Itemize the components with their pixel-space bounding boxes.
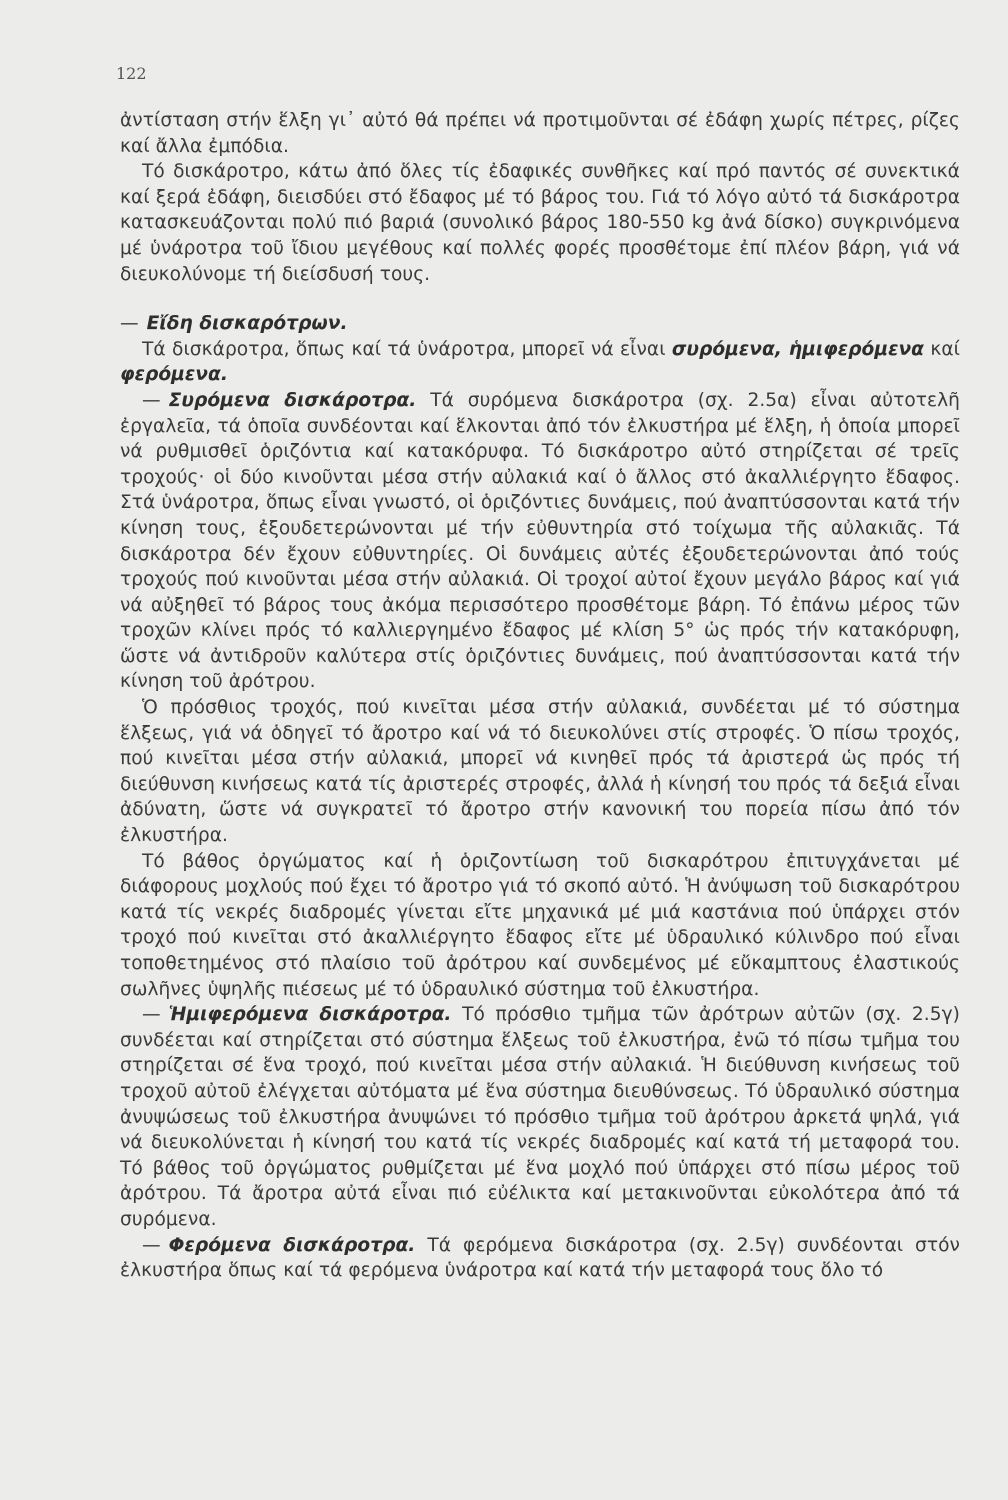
paragraph-types (120, 337, 960, 388)
paragraph-depth: Τό βάθος ὀργώματος καί ἡ ὁριζοντίωση τοῦ δισκαρότρου ἐπιτυγχάνεται μέ διάφορους μοχλούς πού ἔχει τό ἄροτρο γιά τό σκοπό αὐτό. Ἡ ἀνύψωση τοῦ δισκαρότρου κατά τίς νεκρές διαδρομές γίνεται εἴτε μηχανικά μέ μιά καστάνια πού ὑπάρχει στόν τροχό πού κινεῖται στό ἀκαλλιέργητο ἔδαφος εἴτε μέ ὑδραυλικό κύλινδρο πού εἶναι τοποθετημένος στό πλαίσιο τοῦ ἀρότρου καί συνδεμένος μέ εὔκαμπτους ἐλαστικούς σωλῆνες ὑψηλῆς πιέσεως μέ τό ὑδραυλικό σύστημα τοῦ ἐλκυστήρα. (120, 850, 960, 1000)
dash: — (142, 389, 161, 411)
emphasis-run: συρόμενα, ἡμιφερόμενα (671, 338, 925, 360)
text-run: Τά φερόμενα δισκάροτρα (σχ. 2.5γ) συνδέονται στόν ἐλκυστήρα ὅπως καί τά φερόμενα ὑνάροτρα καί κατά τήν μεταφορά τους ὅλο τό (120, 1234, 960, 1282)
section-types-heading (120, 311, 960, 337)
section-heading-text: Εἴδη δισκαρότρων. (146, 313, 348, 335)
subsection-heading-semi-mounted: Ἡμιφερόμενα δισκάροτρα. (168, 1004, 452, 1026)
paragraph-front-wheel: Ὁ πρόσθιος τροχός, πού κινεῖται μέσα στήν αὐλακιά, συνδέεται μέ τό σύστημα ἕλξεως, γιά νά ὁδηγεῖ τό ἄροτρο καί νά τό διευκολύνει στίς στροφές. Ὁ πίσω τροχός, πού κινεῖται μέσα στήν αὐλακιά, μπορεῖ νά κινηθεῖ πρός τά ἀριστερά ὡς πρός τή διεύθυνση κινήσεως κατά τίς ἀριστερές στροφές, ἀλλά ἡ κίνησή του πρός τά δεξιά εἶναι ἀδύνατη, ὥστε νά συγκρατεῖ τό ἄροτρο στήν κανονική του πορεία πίσω ἀπό τόν ἐλκυστήρα. (120, 697, 960, 847)
body-text (120, 108, 960, 1284)
emphasis-run: φερόμενα. (120, 364, 228, 386)
text-run: Τά δισκάροτρα, ὅπως καί τά ὑνάροτρα, μπορεῖ νά εἶναι (142, 338, 672, 360)
paragraph-mounted (120, 1233, 960, 1284)
text-run: Τά συρόμενα δισκάροτρα (σχ. 2.5α) εἶναι αὐτοτελῆ ἐργαλεῖα, τά ὁποῖα συνδέονται καί ἕλκονται ἀπό τόν ἐλκυστήρα μέ ἕλξη, ἡ ὁποία μπορεῖ νά ρυθμισθεῖ ὁριζόντια καί κατακόρυφα. Τό δισκάροτρο αὐτό στηρίζεται σέ τρεῖς τροχούς· οἱ δύο κινοῦνται μέσα στήν αὐλακιά καί ὁ ἄλλος στό ἀκαλλιέργητο ἔδαφος. Στά ὑνάροτρα, ὅπως εἶναι γνωστό, οἱ ὁριζόντιες δυνάμεις, πού ἀναπτύσσονται κατά τήν κίνηση τους, ἐξουδετερώνονται μέ τήν εὐθυντηρία στό τοίχωμα τῆς αὐλακιᾶς. Τά δισκάροτρα δέν ἔχουν εὐθυντηρίες. Οἱ δυνάμεις αὐτές ἐξουδετερώνονται ἀπό τούς τροχούς πού κινοῦνται μέσα στήν αὐλακιά. Οἱ τροχοί αὐτοί ἔχουν μεγάλο βάρος καί γιά νά αὐξηθεῖ τό βάρος τους ἀκόμα περισσότερο προσθέτομε βάρη. Τό ἐπάνω μέρος τῶν τροχῶν κλίνει πρός τό καλλιεργημένο ἔδαφος μέ κλίση 5° ὡς πρός τήν κατακόρυφη, ὥστε νά ἀντιδροῦν καλύτερα στίς ὁριζόντιες δυνάμεις, πού ἀναπτύσσονται κατά τήν κίνηση τοῦ ἀρότρου. (120, 389, 960, 693)
paragraph-disc-plough-weight: Τό δισκάροτρο, κάτω ἀπό ὅλες τίς ἐδαφικές συνθῆκες καί πρό παντός σέ συνεκτικά καί ξερά ἐδάφη, διεισδύει στό ἔδαφος μέ τό βάρος του. Γιά τό λόγο αὐτό τά δισκάροτρα κατασκευάζονται πολύ πιό βαριά (συνολικό βάρος 180-550 kg ἀνά δίσκο) συγκρινόμενα μέ ὑνάροτρα τοῦ ἴδιου μεγέθους καί πολλές φορές προσθέτομε ἐπί πλέον βάρη, γιά νά διευκολύνομε τή διείσδυσή τους. (120, 161, 960, 285)
subsection-heading-mounted: Φερόμενα δισκάροτρα. (168, 1234, 416, 1256)
page-number: 122 (116, 64, 147, 83)
paragraph-semi-mounted (120, 1002, 960, 1232)
text-run: καί (924, 338, 960, 360)
dash: — (142, 1004, 161, 1026)
dash: — (142, 1234, 161, 1256)
text-run: Τό πρόσθιο τμῆμα τῶν ἀρότρων αὐτῶν (σχ. 2.5γ) συνδέεται καί στηρίζεται στό σύστημα ἕλξεως τοῦ ἐλκυστήρα, ἐνῶ τό πίσω τμῆμα του στηρίζεται σέ ἕνα τροχό, πού κινεῖται μέσα στήν αὐλακιά. Ἡ διεύθυνση κινήσεως τοῦ τροχοῦ αὐτοῦ ἐλέγχεται αὐτόματα μέ ἕνα σύστημα διευθύνσεως. Τό ὑδραυλικό σύστημα ἀνυψώσεως τοῦ ἐλκυστήρα ἀνυψώνει τό πρόσθιο τμῆμα τοῦ ἀρότρου ἀρκετά ψηλά, γιά νά διευκολύνεται ἡ κίνησή του κατά τίς νεκρές διαδρομές καί κατά τή μεταφορά του. Τό βάθος τοῦ ὀργώματος ρυθμίζεται μέ ἕνα μοχλό πού ὑπάρχει στό πίσω μέρος τοῦ ἀρότρου. Τά ἄροτρα αὐτά εἶναι πιό εὐέλικτα καί μετακινοῦνται εὐκολότερα ἀπό τά συρόμενα. (120, 1004, 960, 1230)
paragraph-trailed (120, 388, 960, 695)
dash: — (120, 313, 139, 335)
paragraph-continuation: ἀντίσταση στήν ἕλξη γι᾽ αὐτό θά πρέπει νά προτιμοῦνται σέ ἐδάφη χωρίς πέτρες, ρίζες καί ἄλλα ἐμπόδια. (120, 110, 960, 157)
subsection-heading-trailed: Συρόμενα δισκάροτρα. (168, 389, 417, 411)
